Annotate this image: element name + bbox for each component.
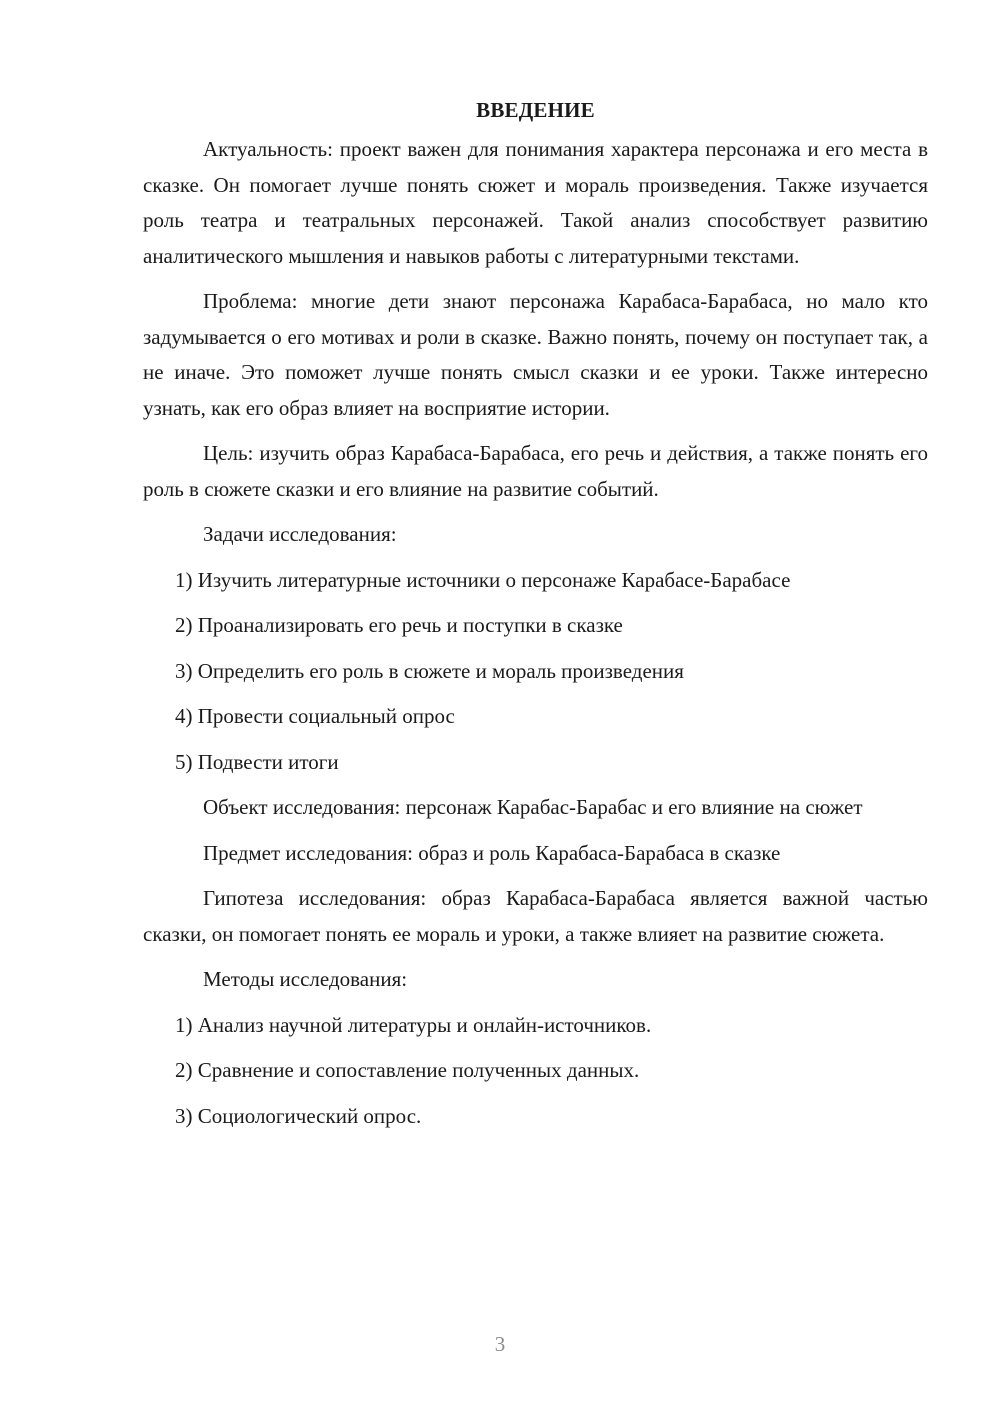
task-item: 2) Проанализировать его речь и поступки в сказке [175, 613, 623, 637]
goal-paragraph: Цель: изучить образ Карабаса-Барабаса, его речь и действия, а также понять его роль в сюжете сказки и его влияние на развитие событий. [143, 441, 928, 501]
task-item: 4) Провести социальный опрос [175, 704, 455, 728]
page-number: 3 [494, 1332, 506, 1356]
method-item: 2) Сравнение и сопоставление полученных данных. [175, 1058, 640, 1082]
methods-heading: Методы исследования: [203, 967, 408, 991]
subject-paragraph: Предмет исследования: образ и роль Карабаса-Барабаса в сказке [203, 840, 781, 865]
task-item: 3) Определить его роль в сюжете и мораль произведения [175, 658, 684, 683]
method-item: 1) Анализ научной литературы и онлайн-источников. [175, 1012, 652, 1037]
hypothesis-paragraph: Гипотеза исследования: образ Карабаса-Барабаса является важной частью сказки, он помогает понять ее мораль и уроки, а также влияет на развитие сюжета. [143, 886, 928, 946]
page-title: ВВЕДЕНИЕ [476, 98, 595, 122]
method-item: 3) Социологический опрос. [175, 1103, 422, 1128]
tasks-heading: Задачи исследования: [203, 522, 397, 546]
object-paragraph: Объект исследования: персонаж Карабас-Барабас и его влияние на сюжет [203, 795, 863, 819]
task-item: 1) Изучить литературные источники о персонаже Карабасе-Барабасе [175, 567, 791, 592]
task-item: 5) Подвести итоги [175, 749, 339, 774]
problem-paragraph: Проблема: многие дети знают персонажа Карабаса-Барабаса, но мало кто задумывается о его мотивах и роли в сказке. Важно понять, почему он поступает так, а не иначе. Это поможет лучше понять смысл сказки и ее уроки. Также интересно узнать, как его образ влияет на восприятие истории. [143, 289, 928, 420]
document-page [143, 92, 928, 1144]
relevance-paragraph: Актуальность: проект важен для понимания характера персонажа и его места в сказке. Он помогает лучше понять сюжет и мораль произведения. Также изучается роль театра и театральных персонажей. Такой анализ способствует развитию аналитического мышления и навыков работы с литературными текстами. [143, 137, 928, 268]
